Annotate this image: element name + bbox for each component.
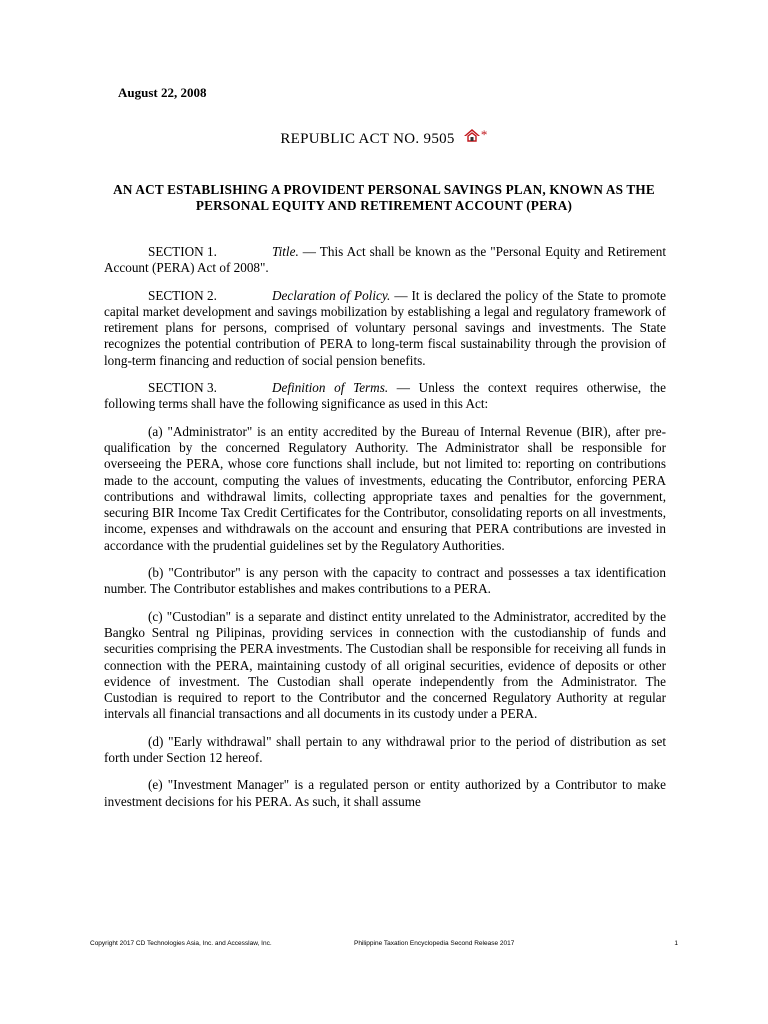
- definition-c: (c) "Custodian" is a separate and distinct entity unrelated to the Administrator, accredited by the Bangko Sentral ng Pilipinas, providing services in connection with the custodianship of funds and securities comprising the PERA investments. The Custodian shall be responsible for receiving all funds in connection with the PERA, maintaining custody of all original securities, evidence of deposits or other evidence of investment. The Custodian shall operate independently from the Administrator. The Custodian is required to report to the Contributor and the concerned Regulatory Authority at regular intervals all financial transactions and all documents in its custody under a PERA.: [104, 608, 666, 722]
- footer-publication: Philippine Taxation Encyclopedia Second Release 2017: [354, 940, 515, 947]
- section-1: [104, 244, 666, 277]
- section-number: SECTION 3.: [148, 380, 217, 396]
- section-number: SECTION 1.: [148, 244, 217, 259]
- section-title: Definition of Terms.: [272, 380, 389, 396]
- section-number: SECTION 2.: [148, 287, 217, 303]
- section-2: [104, 288, 666, 369]
- document-body: [104, 244, 666, 821]
- section-text: — It is declared the policy of the State to promote capital market development and savings mobilization by establishing a legal and regulatory framework of retirement plans for persons, comprised of voluntary personal savings and investments. The State recognizes the potential contribution of PERA to long-term fiscal sustainability through the provision of long-term financing and reduction of social pension benefits.: [104, 287, 666, 368]
- section-text: — This Act shall be known as the "Personal Equity and Retirement Account (PERA) Act of 2008".: [104, 244, 666, 276]
- act-title-text: REPUBLIC ACT NO. 9505: [280, 130, 455, 147]
- page-number: 1: [674, 940, 678, 947]
- act-title: [0, 126, 768, 149]
- definition-e: (e) "Investment Manager" is a regulated person or entity authorized by a Contributor to make investment decisions for his PERA. As such, it shall assume: [104, 777, 666, 809]
- definition-a: (a) "Administrator" is an entity accredited by the Bureau of Internal Revenue (BIR), after pre-qualification by the concerned Regulatory Authority. The Administrator shall be responsible for overseeing the PERA, whose core functions shall include, but not limited to: reporting on contributions made to the account, computing the values of investments, educating the Contributor, enforcing PERA contributions and withdrawal limits, collecting appropriate taxes and penalties for the government, securing BIR Income Tax Credit Certificates for the Contributor, consolidating reports on all investments, income, expenses and withdrawals on the account and ensuring that PERA contributions are invested in accordance with the prudential guidelines set by the Regulatory Authorities.: [104, 423, 666, 553]
- footer-copyright: Copyright 2017 CD Technologies Asia, Inc. and Accesslaw, Inc.: [90, 940, 272, 947]
- document-date: August 22, 2008: [118, 85, 207, 100]
- section-title: Declaration of Policy.: [272, 287, 391, 303]
- act-title-mark: *: [480, 126, 488, 142]
- section-title: Title.: [272, 244, 299, 259]
- definition-d: (d) "Early withdrawal" shall pertain to any withdrawal prior to the period of distribution as set forth under Section 12 hereof.: [104, 733, 666, 766]
- act-subtitle: AN ACT ESTABLISHING A PROVIDENT PERSONAL SAVINGS PLAN, KNOWN AS THE PERSONAL EQUITY AND RETIREMENT ACCOUNT (PERA): [113, 182, 655, 213]
- section-text: — Unless the context requires otherwise, the following terms shall have the following significance as used in this Act:: [104, 380, 666, 412]
- house-logo-icon: [463, 128, 481, 147]
- definition-b: (b) "Contributor" is any person with the capacity to contract and possesses a tax identification number. The Contributor establishes and makes contributions to a PERA.: [104, 565, 666, 597]
- section-3: [104, 380, 666, 413]
